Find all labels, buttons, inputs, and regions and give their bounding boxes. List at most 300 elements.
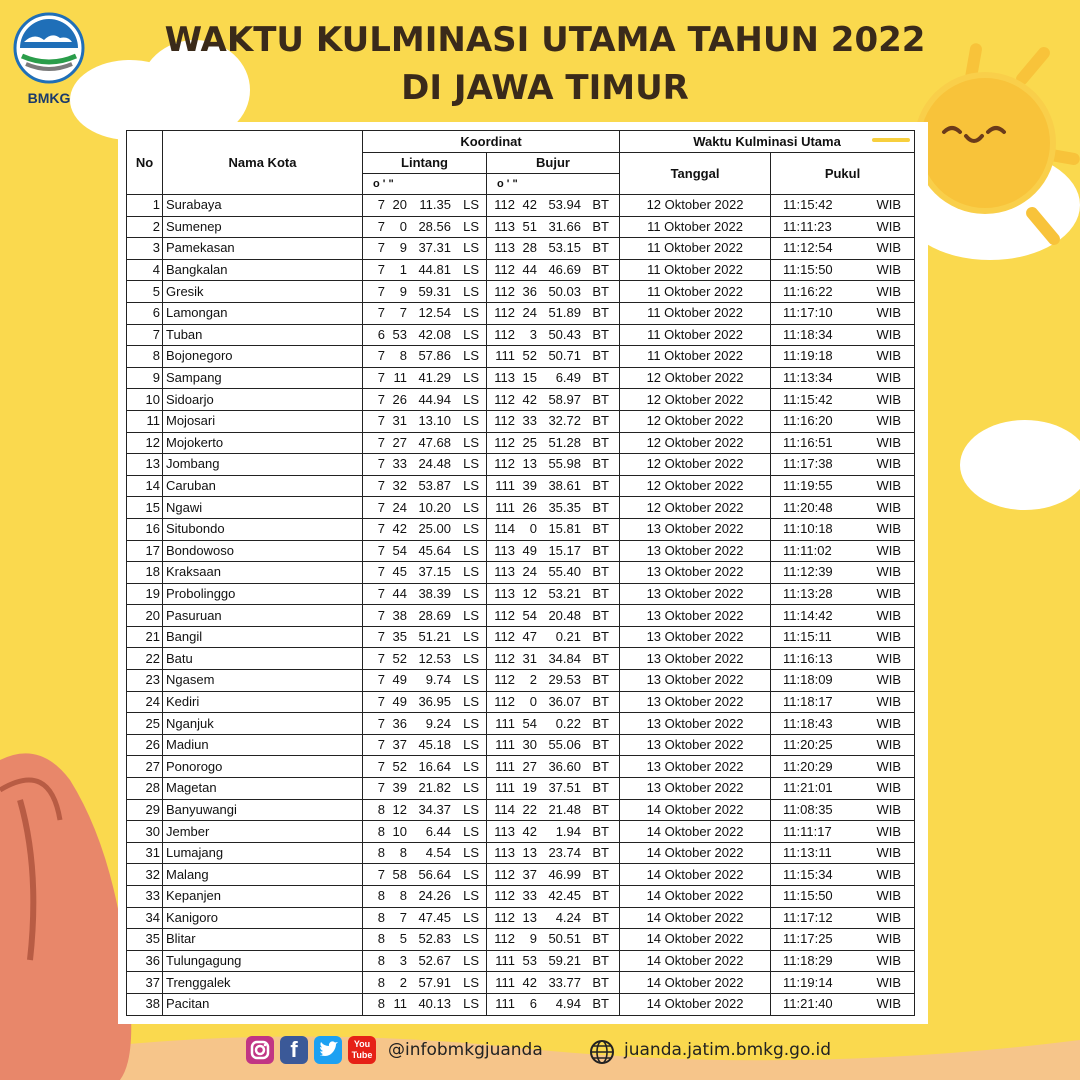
table-row [127, 929, 915, 951]
culmination-date: 13 Oktober 2022 [620, 540, 771, 562]
lon-hemisphere: BT [592, 953, 609, 969]
latitude-cell [363, 864, 487, 886]
lon-minutes: 9 [529, 931, 537, 947]
youtube-icon[interactable]: You Tube [348, 1036, 376, 1064]
time-zone: WIB [876, 413, 902, 429]
header-bujur: Bujur [487, 153, 620, 174]
lon-degrees: 112 [494, 650, 515, 666]
lat-hemisphere: LS [463, 585, 479, 601]
lon-hemisphere: BT [592, 434, 609, 450]
culmination-date: 14 Oktober 2022 [620, 907, 771, 929]
lon-degrees: 114 [494, 801, 515, 817]
longitude-cell [487, 324, 620, 346]
latitude-cell [363, 799, 487, 821]
latitude-cell [363, 886, 487, 908]
culmination-date: 14 Oktober 2022 [620, 929, 771, 951]
culmination-date: 11 Oktober 2022 [620, 238, 771, 260]
lon-seconds: 29.53 [548, 672, 581, 688]
time-zone: WIB [876, 780, 902, 796]
culmination-time: 11:20:25 [783, 737, 833, 753]
lat-degrees: 7 [377, 391, 385, 407]
city-name: Kraksaan [163, 562, 363, 584]
lat-minutes: 52 [392, 650, 407, 666]
lon-degrees: 111 [495, 953, 515, 969]
lon-hemisphere: BT [592, 413, 609, 429]
lon-seconds: 6.49 [555, 370, 581, 386]
time-zone: WIB [876, 521, 902, 537]
lat-minutes: 1 [399, 262, 407, 278]
city-name: Pamekasan [163, 238, 363, 260]
lon-seconds: 55.40 [548, 564, 581, 580]
culmination-time: 11:17:38 [783, 456, 833, 472]
lat-hemisphere: LS [463, 564, 479, 580]
latitude-cell [363, 475, 487, 497]
row-number: 27 [127, 756, 163, 778]
table-row [127, 626, 915, 648]
time-zone: WIB [876, 715, 902, 731]
lon-seconds: 50.51 [548, 931, 581, 947]
lat-seconds: 47.68 [418, 434, 451, 450]
time-zone: WIB [876, 845, 902, 861]
culmination-date: 13 Oktober 2022 [620, 648, 771, 670]
latitude-cell [363, 281, 487, 303]
lon-degrees: 112 [494, 672, 515, 688]
culmination-time-cell [771, 993, 915, 1015]
row-number: 34 [127, 907, 163, 929]
lat-seconds: 40.13 [418, 996, 451, 1012]
latitude-cell [363, 454, 487, 476]
lat-seconds: 4.54 [425, 845, 451, 861]
lat-minutes: 9 [399, 240, 407, 256]
lon-hemisphere: BT [592, 370, 609, 386]
twitter-icon[interactable] [314, 1036, 342, 1064]
culmination-time: 11:08:35 [783, 801, 833, 817]
table-row [127, 691, 915, 713]
lon-minutes: 2 [529, 672, 537, 688]
lat-seconds: 44.81 [418, 262, 451, 278]
lat-degrees: 8 [377, 801, 385, 817]
row-number: 38 [127, 993, 163, 1015]
time-zone: WIB [876, 283, 902, 299]
lon-hemisphere: BT [592, 564, 609, 580]
lon-minutes: 36 [522, 283, 537, 299]
time-zone: WIB [876, 564, 902, 580]
lon-seconds: 32.72 [548, 413, 581, 429]
lon-minutes: 42 [522, 974, 537, 990]
culmination-time: 11:18:29 [783, 953, 833, 969]
lat-minutes: 11 [393, 996, 407, 1012]
lat-seconds: 57.86 [418, 348, 451, 364]
table-row [127, 432, 915, 454]
lat-degrees: 7 [377, 370, 385, 386]
latitude-cell [363, 648, 487, 670]
latitude-cell [363, 670, 487, 692]
culmination-time-cell [771, 799, 915, 821]
lon-degrees: 113 [494, 585, 515, 601]
lat-hemisphere: LS [463, 996, 479, 1012]
lon-degrees: 112 [494, 326, 515, 342]
sun-face-icon [930, 110, 1040, 170]
table-row [127, 324, 915, 346]
culmination-date: 13 Oktober 2022 [620, 605, 771, 627]
culmination-date: 14 Oktober 2022 [620, 864, 771, 886]
lon-degrees: 111 [495, 974, 515, 990]
table-row [127, 540, 915, 562]
latitude-cell [363, 583, 487, 605]
lon-seconds: 55.98 [548, 456, 581, 472]
lat-hemisphere: LS [463, 607, 479, 623]
lat-minutes: 44 [392, 585, 407, 601]
lon-minutes: 54 [522, 607, 537, 623]
lon-degrees: 113 [494, 218, 515, 234]
culmination-time: 11:13:11 [783, 845, 832, 861]
lon-hemisphere: BT [592, 801, 609, 817]
time-zone: WIB [876, 866, 902, 882]
time-zone: WIB [876, 499, 902, 515]
lon-minutes: 24 [522, 305, 537, 321]
lon-hemisphere: BT [592, 996, 609, 1012]
lon-seconds: 0.21 [555, 629, 581, 645]
time-zone: WIB [876, 305, 902, 321]
table-row [127, 886, 915, 908]
time-zone: WIB [876, 197, 902, 213]
lon-seconds: 59.21 [548, 953, 581, 969]
header-pukul: Pukul [771, 153, 915, 195]
row-number: 28 [127, 778, 163, 800]
longitude-cell [487, 432, 620, 454]
lat-hemisphere: LS [463, 866, 479, 882]
culmination-date: 14 Oktober 2022 [620, 886, 771, 908]
lat-minutes: 2 [399, 974, 407, 990]
row-number: 35 [127, 929, 163, 951]
lon-hemisphere: BT [592, 672, 609, 688]
page-title-line1: WAKTU KULMINASI UTAMA TAHUN 2022 [164, 20, 926, 60]
lat-seconds: 25.00 [418, 521, 451, 537]
city-name: Mojosari [163, 410, 363, 432]
bmkg-logo [12, 12, 86, 108]
culmination-time-cell [771, 346, 915, 368]
lat-hemisphere: LS [463, 672, 479, 688]
longitude-cell [487, 907, 620, 929]
lon-degrees: 111 [495, 715, 515, 731]
longitude-cell [487, 993, 620, 1015]
time-zone: WIB [876, 996, 902, 1012]
time-zone: WIB [876, 434, 902, 450]
culmination-time: 11:13:34 [783, 370, 833, 386]
lon-degrees: 112 [494, 456, 515, 472]
longitude-cell [487, 259, 620, 281]
lon-seconds: 34.84 [548, 650, 581, 666]
culmination-date: 14 Oktober 2022 [620, 821, 771, 843]
row-number: 8 [127, 346, 163, 368]
row-number: 24 [127, 691, 163, 713]
culmination-date: 13 Oktober 2022 [620, 518, 771, 540]
table-row [127, 389, 915, 411]
longitude-cell [487, 756, 620, 778]
lat-minutes: 31 [392, 413, 407, 429]
lat-hemisphere: LS [463, 650, 479, 666]
lon-minutes: 33 [522, 413, 537, 429]
lon-hemisphere: BT [592, 693, 609, 709]
lon-seconds: 15.17 [548, 542, 581, 558]
lon-degrees: 112 [494, 262, 515, 278]
lon-hemisphere: BT [592, 262, 609, 278]
row-number: 16 [127, 518, 163, 540]
latitude-cell [363, 389, 487, 411]
culmination-time: 11:11:23 [783, 218, 832, 234]
lon-hemisphere: BT [592, 218, 609, 234]
lat-degrees: 7 [377, 672, 385, 688]
lat-minutes: 5 [399, 931, 407, 947]
facebook-icon[interactable]: f [280, 1036, 308, 1064]
latitude-cell [363, 562, 487, 584]
header-waktu: Waktu Kulminasi Utama [620, 131, 915, 153]
lon-hemisphere: BT [592, 629, 609, 645]
lon-seconds: 50.03 [548, 283, 581, 299]
culmination-time-cell [771, 432, 915, 454]
time-zone: WIB [876, 370, 902, 386]
lon-hemisphere: BT [592, 283, 609, 299]
latitude-cell [363, 907, 487, 929]
lon-degrees: 111 [495, 780, 515, 796]
lat-minutes: 9 [399, 283, 407, 299]
lon-minutes: 30 [522, 737, 537, 753]
lat-hemisphere: LS [463, 974, 479, 990]
lon-degrees: 113 [494, 240, 515, 256]
lat-degrees: 7 [377, 305, 385, 321]
culmination-time: 11:15:50 [783, 888, 833, 904]
lon-seconds: 31.66 [548, 218, 581, 234]
lon-hemisphere: BT [592, 305, 609, 321]
longitude-cell [487, 670, 620, 692]
row-number: 3 [127, 238, 163, 260]
lat-minutes: 54 [392, 542, 407, 558]
lat-minutes: 10 [392, 823, 407, 839]
table-row [127, 302, 915, 324]
city-name: Pacitan [163, 993, 363, 1015]
lon-hemisphere: BT [592, 650, 609, 666]
culmination-table [126, 130, 915, 1016]
city-name: Sumenep [163, 216, 363, 238]
culmination-time-cell [771, 907, 915, 929]
time-zone: WIB [876, 737, 902, 753]
culmination-date: 14 Oktober 2022 [620, 842, 771, 864]
lat-seconds: 42.08 [418, 326, 451, 342]
lon-minutes: 33 [522, 888, 537, 904]
culmination-date: 12 Oktober 2022 [620, 367, 771, 389]
latitude-cell [363, 259, 487, 281]
lat-minutes: 27 [392, 434, 407, 450]
latitude-cell [363, 518, 487, 540]
city-name: Magetan [163, 778, 363, 800]
table-row [127, 713, 915, 735]
culmination-time-cell [771, 454, 915, 476]
culmination-time-cell [771, 691, 915, 713]
culmination-date: 12 Oktober 2022 [620, 432, 771, 454]
lon-hemisphere: BT [592, 780, 609, 796]
lon-minutes: 44 [522, 262, 537, 278]
culmination-time: 11:10:18 [783, 521, 833, 537]
lon-seconds: 51.89 [548, 305, 581, 321]
lat-hemisphere: LS [463, 888, 479, 904]
culmination-time-cell [771, 756, 915, 778]
latitude-cell [363, 993, 487, 1015]
lat-hemisphere: LS [463, 693, 479, 709]
lon-degrees: 111 [495, 737, 515, 753]
table-row [127, 410, 915, 432]
lon-degrees: 113 [494, 542, 515, 558]
lat-hemisphere: LS [463, 542, 479, 558]
culmination-time: 11:12:54 [783, 240, 833, 256]
lat-hemisphere: LS [463, 456, 479, 472]
lat-hemisphere: LS [463, 715, 479, 731]
time-zone: WIB [876, 909, 902, 925]
row-number: 1 [127, 195, 163, 217]
culmination-time-cell [771, 410, 915, 432]
lon-minutes: 42 [522, 823, 537, 839]
lat-degrees: 7 [377, 413, 385, 429]
instagram-icon[interactable] [246, 1036, 274, 1064]
lat-hemisphere: LS [463, 434, 479, 450]
culmination-time-cell [771, 238, 915, 260]
city-name: Nganjuk [163, 713, 363, 735]
city-name: Jombang [163, 454, 363, 476]
header-lintang: Lintang [363, 153, 487, 174]
lat-degrees: 7 [377, 478, 385, 494]
lat-seconds: 45.18 [418, 737, 451, 753]
city-name: Tulungagung [163, 950, 363, 972]
city-name: Lamongan [163, 302, 363, 324]
lat-hemisphere: LS [463, 348, 479, 364]
table-row [127, 367, 915, 389]
lon-degrees: 113 [494, 564, 515, 580]
lat-minutes: 42 [392, 521, 407, 537]
culmination-time-cell [771, 842, 915, 864]
table-row [127, 518, 915, 540]
longitude-cell [487, 367, 620, 389]
lat-minutes: 33 [392, 456, 407, 472]
time-zone: WIB [876, 326, 902, 342]
lat-seconds: 16.64 [418, 758, 451, 774]
lat-seconds: 53.87 [418, 478, 451, 494]
lon-seconds: 21.48 [548, 801, 581, 817]
culmination-time-cell [771, 281, 915, 303]
lon-degrees: 112 [494, 693, 515, 709]
row-number: 37 [127, 972, 163, 994]
row-number: 20 [127, 605, 163, 627]
time-zone: WIB [876, 953, 902, 969]
culmination-time: 11:16:13 [783, 650, 833, 666]
row-number: 14 [127, 475, 163, 497]
culmination-date: 13 Oktober 2022 [620, 670, 771, 692]
latitude-cell [363, 713, 487, 735]
lat-hemisphere: LS [463, 478, 479, 494]
culmination-time-cell [771, 367, 915, 389]
longitude-cell [487, 454, 620, 476]
culmination-time-cell [771, 734, 915, 756]
culmination-time-cell [771, 389, 915, 411]
lat-minutes: 3 [399, 953, 407, 969]
culmination-date: 13 Oktober 2022 [620, 756, 771, 778]
longitude-cell [487, 864, 620, 886]
culmination-date: 11 Oktober 2022 [620, 281, 771, 303]
lat-degrees: 7 [377, 629, 385, 645]
culmination-date: 11 Oktober 2022 [620, 216, 771, 238]
social-handle[interactable]: @infobmkgjuanda [388, 1040, 543, 1060]
time-zone: WIB [876, 218, 902, 234]
culmination-time-cell [771, 562, 915, 584]
row-number: 6 [127, 302, 163, 324]
lat-degrees: 7 [377, 283, 385, 299]
lon-seconds: 50.71 [548, 348, 581, 364]
website-link[interactable]: juanda.jatim.bmkg.go.id [624, 1040, 831, 1060]
city-name: Bangkalan [163, 259, 363, 281]
lon-degrees: 112 [494, 866, 515, 882]
table-row [127, 799, 915, 821]
lon-minutes: 51 [522, 218, 537, 234]
lon-minutes: 54 [522, 715, 537, 731]
culmination-time: 11:16:22 [783, 283, 833, 299]
latitude-cell [363, 734, 487, 756]
culmination-time: 11:16:51 [783, 434, 833, 450]
culmination-date: 12 Oktober 2022 [620, 497, 771, 519]
row-number: 13 [127, 454, 163, 476]
lat-degrees: 7 [377, 521, 385, 537]
city-name: Mojokerto [163, 432, 363, 454]
longitude-cell [487, 842, 620, 864]
longitude-cell [487, 583, 620, 605]
culmination-time-cell [771, 324, 915, 346]
culmination-time: 11:15:11 [783, 629, 832, 645]
culmination-time-cell [771, 821, 915, 843]
lat-seconds: 6.44 [425, 823, 451, 839]
time-zone: WIB [876, 456, 902, 472]
lat-seconds: 10.20 [418, 499, 451, 515]
lon-minutes: 49 [522, 542, 537, 558]
longitude-cell [487, 302, 620, 324]
lat-seconds: 13.10 [418, 413, 451, 429]
culmination-date: 11 Oktober 2022 [620, 302, 771, 324]
latitude-cell [363, 605, 487, 627]
lon-degrees: 111 [495, 499, 515, 515]
lon-seconds: 1.94 [555, 823, 581, 839]
lon-hemisphere: BT [592, 542, 609, 558]
latitude-cell [363, 756, 487, 778]
city-name: Sidoarjo [163, 389, 363, 411]
lat-minutes: 7 [399, 909, 407, 925]
lon-hemisphere: BT [592, 478, 609, 494]
longitude-cell [487, 626, 620, 648]
latitude-cell [363, 195, 487, 217]
lon-minutes: 3 [529, 326, 537, 342]
lon-minutes: 28 [522, 240, 537, 256]
culmination-date: 14 Oktober 2022 [620, 993, 771, 1015]
lat-minutes: 20 [392, 197, 407, 213]
table-row [127, 346, 915, 368]
longitude-cell [487, 950, 620, 972]
lat-seconds: 52.67 [418, 953, 451, 969]
lat-hemisphere: LS [463, 197, 479, 213]
lon-degrees: 111 [495, 478, 515, 494]
lon-hemisphere: BT [592, 909, 609, 925]
time-zone: WIB [876, 478, 902, 494]
lat-degrees: 7 [377, 262, 385, 278]
lat-hemisphere: LS [463, 629, 479, 645]
row-number: 25 [127, 713, 163, 735]
lat-minutes: 49 [392, 672, 407, 688]
culmination-time: 11:19:18 [783, 348, 833, 364]
lat-seconds: 37.31 [418, 240, 451, 256]
